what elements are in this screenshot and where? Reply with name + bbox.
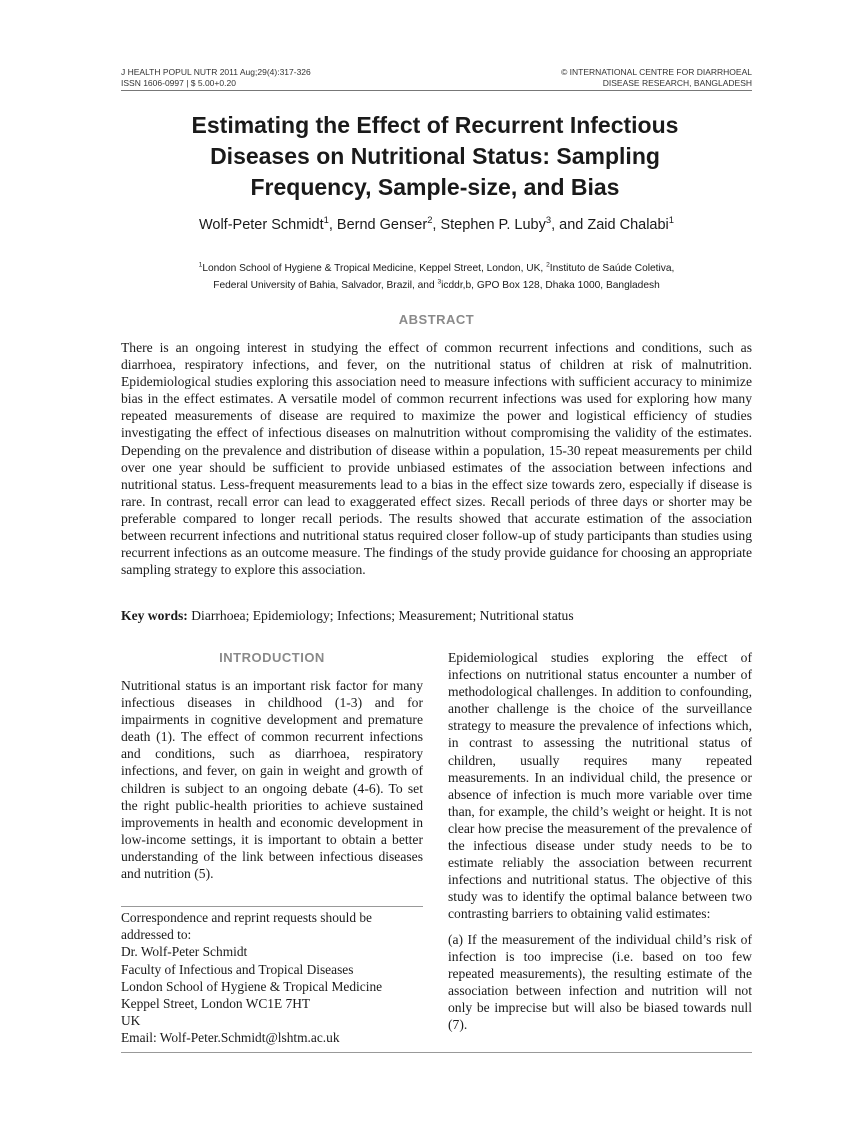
intro-paragraph: Epidemiological studies exploring the effect of infections on nutritional status encounter a number of methodological challenges. In addition to confounding, another challenge is the choice of the surveillance strategy to measure the prevalence of infections which, in contrast to assessing the nutritional status of children, usually requires many repeated measurements. In an individual child, the presence or absence of infection is much more variable over time than, for example, the child’s weight or height. It is not clear how precise the measurement of the prevalence of the infectious disease under study needs to be to estimate reliably the association between recurrent infections and nutritional status. The objective of this study was to identify the optimal balance between two contrasting barriers to obtaining valid estimates: bbox=[448, 650, 752, 922]
correspondence-email: Email: Wolf-Peter.Schmidt@lshtm.ac.uk bbox=[121, 1030, 340, 1046]
intro-column-right bbox=[448, 649, 752, 1033]
publisher-line: DISEASE RESEARCH, BANGLADESH bbox=[602, 78, 752, 88]
correspondence-line: Dr. Wolf-Peter Schmidt bbox=[121, 944, 248, 960]
author-name: Bernd Genser bbox=[336, 217, 428, 233]
author-affiliation-mark: 1 bbox=[323, 214, 329, 226]
intro-column-left bbox=[121, 677, 423, 882]
correspondence-line: UK bbox=[121, 1013, 141, 1029]
intro-paragraph: (a) If the measurement of the individual child’s risk of infection is too imprecise (i.e. based on too few repeated measurements), the resulting estimate of the association between infection and nutrition will not only be imprecise but will also be biased towards null (7). bbox=[448, 931, 752, 1032]
abstract-heading: ABSTRACT bbox=[398, 312, 475, 327]
affiliation-text: Federal University of Bahia, Salvador, Brazil, and bbox=[213, 280, 438, 291]
affiliation-mark: 3 bbox=[437, 278, 442, 286]
author-name: Zaid Chalabi bbox=[587, 217, 669, 233]
publisher-notice bbox=[561, 67, 752, 89]
affiliations bbox=[121, 260, 752, 294]
publisher-line: © INTERNATIONAL CENTRE FOR DIARRHOEAL bbox=[561, 67, 752, 77]
affiliation-mark: 1 bbox=[198, 261, 203, 269]
title-line: Diseases on Nutritional Status: Sampling bbox=[210, 143, 660, 169]
abstract-text: There is an ongoing interest in studying the effect of common recurrent infections and conditions, such as diarrhoea, respiratory infections, and fever, on the nutritional status of children at risk of malnutrition. Epidemiological studies exploring this association need to measure infections with sufficient accuracy to minimize bias in the effect estimates. A versatile model of common recurrent infections was used for exploring how many repeated measurements of disease are required to maximize the power and logistical efficiency of studies investigating the effect of infectious diseases on malnutrition without compromising the validity of the estimates. Depending on the prevalence and distribution of disease within a population, 15-30 repeat measurements per child over one year should be sufficient to provide unbiased estimates of the association between infections and nutritional status. Less-frequent measurements lead to a bias in the effect size towards zero, especially if disease is rare. In contrast, recall error can lead to exaggerated effect sizes. Recall periods of three days or shorter may be preferable compared to longer recall periods. The results showed that accurate estimation of the association between recurrent infections and nutritional status required closer follow-up of study participants than studies using recurrent infections as an outcome measure. The findings of the study provide guidance for choosing an appropriate sampling strategy to explore this association. bbox=[121, 340, 752, 578]
author-affiliation-mark: 3 bbox=[545, 214, 552, 226]
correspondence-line: Correspondence and reprint requests should be bbox=[121, 910, 373, 925]
affiliation-line bbox=[121, 260, 752, 277]
author-separator: , bbox=[328, 217, 337, 233]
correspondence-line: Faculty of Infectious and Tropical Diseases bbox=[121, 961, 354, 977]
author-list bbox=[121, 214, 752, 233]
correspondence-block bbox=[121, 909, 423, 1047]
author-separator: , bbox=[432, 217, 441, 233]
affiliation-text: Instituto de Saúde Coletiva, bbox=[549, 263, 675, 274]
author-name: Stephen P. Luby bbox=[440, 217, 546, 233]
keywords-list: Diarrhoea; Epidemiology; Infections; Measurement; Nutritional status bbox=[187, 608, 574, 623]
affiliation-text: London School of Hygiene & Tropical Medicine, Keppel Street, London, UK, bbox=[202, 263, 547, 274]
author-affiliation-mark: 2 bbox=[427, 214, 433, 226]
author-separator: , and bbox=[551, 217, 588, 233]
correspondence-line: London School of Hygiene & Tropical Medicine bbox=[121, 978, 383, 994]
journal-issn-line: ISSN 1606-0997 | $ 5.00+0.20 bbox=[121, 78, 236, 88]
correspondence-line: addressed to: bbox=[121, 927, 192, 943]
affiliation-line bbox=[121, 277, 752, 294]
journal-citation bbox=[121, 67, 311, 89]
keywords bbox=[121, 608, 752, 624]
footer-divider bbox=[121, 1052, 752, 1053]
title-line: Frequency, Sample-size, and Bias bbox=[250, 174, 620, 200]
intro-paragraph: Nutritional status is an important risk factor for many infectious diseases in childhood (1-3) and for impairments in cognitive development and premature death (1). The effect of common recurrent infections and conditions, such as diarrhoea, respiratory infections, and fever, on gain in weight and growth of children is subject to an ongoing debate (4-6). To set the right public-health priorities to achieve sustained improvements in health and economic development in low-income settings, it is important to obtain a better understanding of the link between infectious diseases and nutrition (5). bbox=[121, 678, 423, 882]
introduction-heading: INTRODUCTION bbox=[219, 650, 325, 665]
correspondence-line: Keppel Street, London WC1E 7HT bbox=[121, 996, 311, 1012]
author-name: Wolf-Peter Schmidt bbox=[198, 217, 324, 233]
affiliation-text: icddr,b, GPO Box 128, Dhaka 1000, Bangladesh bbox=[441, 280, 660, 291]
keywords-label: Key words: bbox=[121, 608, 188, 623]
journal-citation-line: J HEALTH POPUL NUTR 2011 Aug;29(4):317-326 bbox=[121, 67, 311, 77]
header-divider bbox=[121, 90, 752, 91]
title-line: Estimating the Effect of Recurrent Infectious bbox=[191, 112, 679, 138]
article-title bbox=[150, 110, 720, 203]
author-affiliation-mark: 1 bbox=[668, 214, 675, 226]
correspondence-divider bbox=[121, 906, 423, 907]
affiliation-mark: 2 bbox=[546, 261, 550, 269]
